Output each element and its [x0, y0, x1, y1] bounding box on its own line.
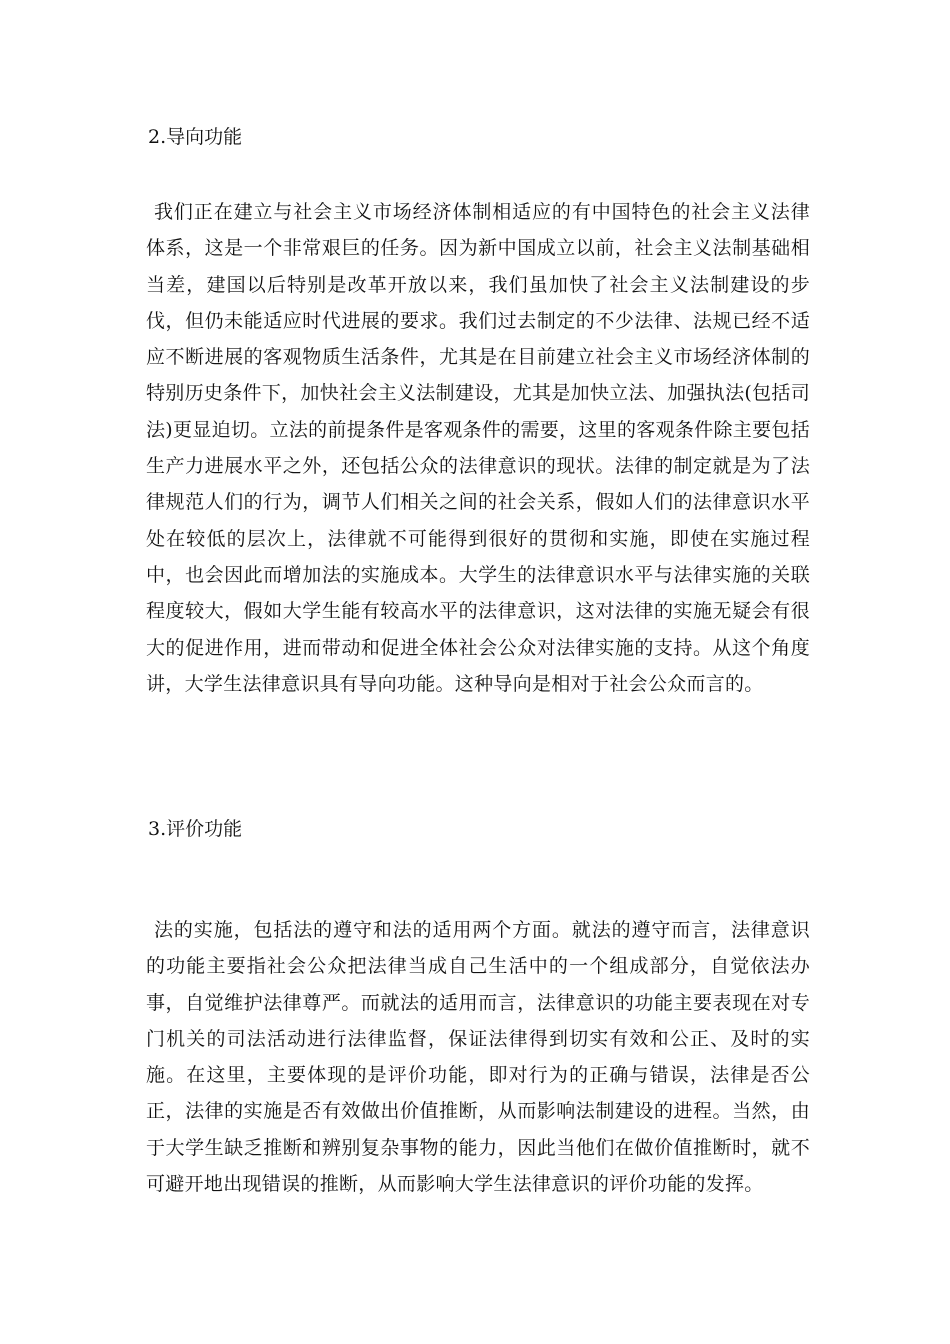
section-heading-evaluation: 3.评价功能 — [148, 818, 243, 840]
section-heading-guidance: 2.导向功能 — [148, 126, 243, 148]
section-paragraph-evaluation: 法的实施，包括法的遵守和法的适用两个方面。就法的遵守而言，法律意识的功能主要指社会公众把法律当成自己生活中的一个组成部分，自觉依法办事，自觉维护法律尊严。而就法的适用而言，法律意识的功能主要表现在对专门机关的司法活动进行法律监督，保证法律得到切实有效和公正、及时的实施。在这里，主要体现的是评价功能，即对行为的正确与错误，法律是否公正，法律的实施是否有效做出价值推断，从而影响法制建设的进程。当然，由于大学生缺乏推断和辨别复杂事物的能力，因此当他们在做价值推断时，就不可避开地出现错误的推断，从而影响大学生法律意识的评价功能的发挥。 — [146, 919, 810, 1196]
section-paragraph-guidance: 我们正在建立与社会主义市场经济体制相适应的有中国特色的社会主义法律体系，这是一个非常艰巨的任务。因为新中国成立以前，社会主义法制基础相当差，建国以后特别是改革开放以来，我们虽加快了社会主义法制建设的步伐，但仍未能适应时代进展的要求。我们过去制定的不少法律、法规已经不适应不断进展的客观物质生活条件，尤其是在目前建立社会主义市场经济体制的特别历史条件下，加快社会主义法制建设，尤其是加快立法、加强执法(包括司法)更显迫切。立法的前提条件是客观条件的需要，这里的客观条件除主要包括生产力进展水平之外，还包括公众的法律意识的现状。法律的制定就是为了法律规范人们的行为，调节人们相关之间的社会关系，假如人们的法律意识水平处在较低的层次上，法律就不可能得到很好的贯彻和实施，即使在实施过程中，也会因此而增加法的实施成本。大学生的法律意识水平与法律实施的关联程度较大，假如大学生能有较高水平的法律意识，这对法律的实施无疑会有很大的促进作用，进而带动和促进全体社会公众对法律实施的支持。从这个角度讲，大学生法律意识具有导向功能。这种导向是相对于社会公众而言的。 — [146, 201, 810, 695]
